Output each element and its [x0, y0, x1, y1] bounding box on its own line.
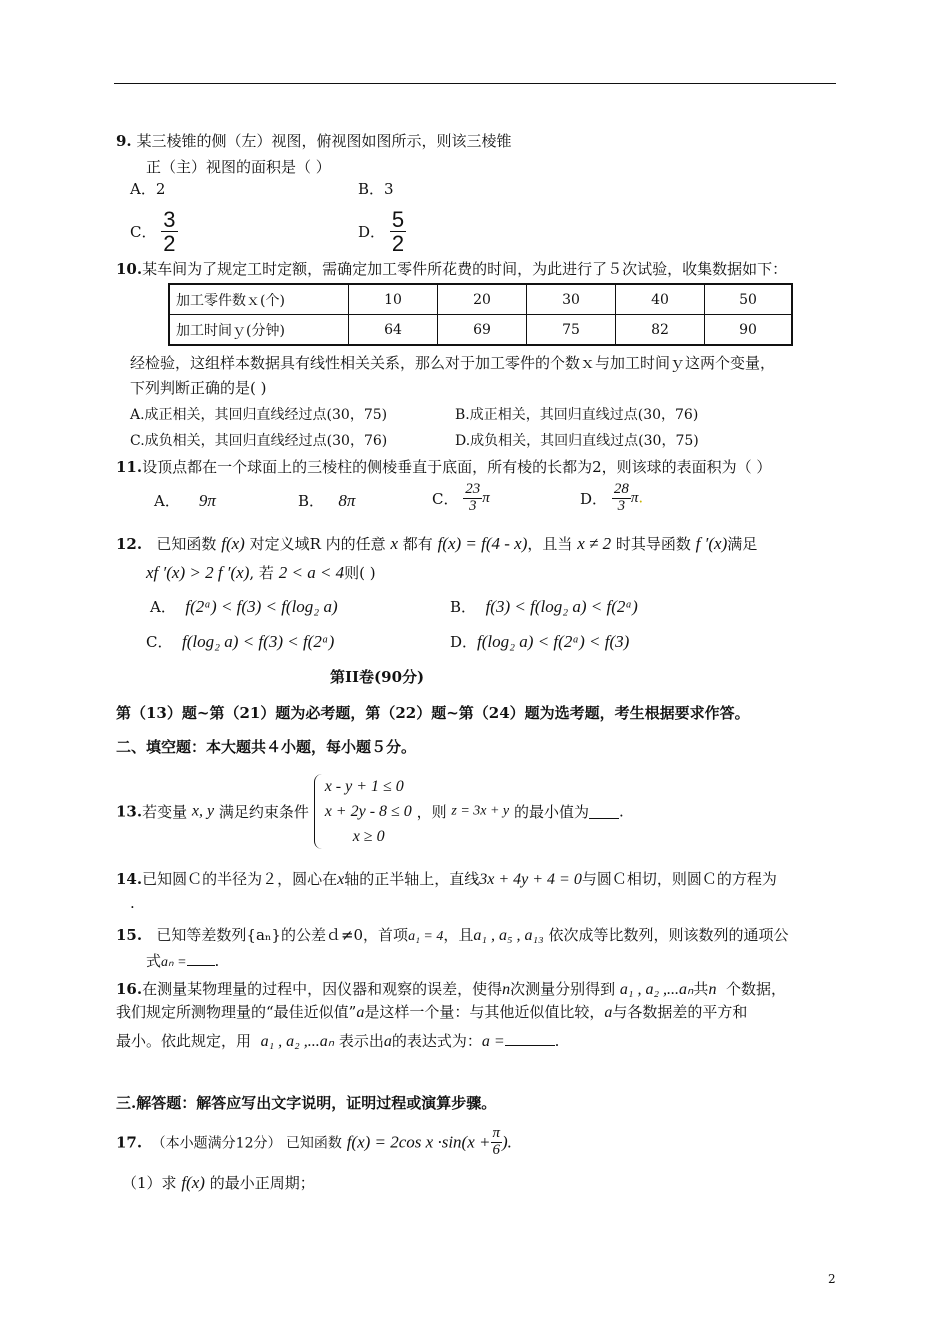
q14-number: 14.: [116, 870, 143, 888]
section3-heading: 三.解答题：解答应写出文字说明，证明过程或演算步骤。: [116, 1094, 497, 1112]
q15-line1: 15. 已知等差数列{aₙ}的公差ｄ≠0，首项a₁ = 4，且a₁ , a₅ , a₁₃ 依次成等比数列，则该数列的通项公: [116, 926, 789, 944]
q10-number: 10.: [116, 260, 143, 278]
q11-c-fraction: $\frac{23}{3}$: [465, 481, 481, 514]
q9-option-a: A．2: [130, 180, 166, 198]
table-cell: 20: [438, 284, 527, 315]
q15-number: 15.: [116, 926, 143, 944]
q9-line1: [116, 130, 511, 151]
table-row: [169, 315, 792, 346]
q16-number: 16.: [116, 980, 143, 998]
q16-answer-blank: [505, 1031, 555, 1046]
row-label: 加工零件数ｘ(个): [169, 284, 349, 315]
q12-option-b: B． f(3) < f(log₂ a) < f(2ᵃ): [450, 597, 638, 616]
q10-data-table: [168, 283, 793, 346]
q13-line: 13.若变量 x, y 满足约束条件 x - y + 1 ≤ 0 x + 2y - 8 ≤ 0 x ≥ 0 ，则 z = 3x + y 的最小值为 .: [116, 774, 624, 849]
q13-number: 13.: [116, 802, 143, 821]
q15-line2: 式aₙ = .: [146, 952, 220, 970]
header-rule: [114, 83, 836, 84]
q11-option-d: D． $\frac{28}{3}$ π.: [580, 481, 644, 514]
q11-number: 11.: [116, 458, 143, 476]
q10-option-b: B.成正相关，其回归直线过点(30，76): [455, 407, 699, 423]
table-cell: 50: [705, 284, 793, 315]
q12-option-d: D．f(log₂ a) < f(2ᵃ) < f(3): [450, 632, 630, 651]
q9-d-fraction: $\frac{5}{2}$: [391, 207, 405, 257]
table-cell: 40: [616, 284, 705, 315]
q12-number: 12.: [116, 535, 143, 553]
q13-answer-blank: [589, 804, 619, 819]
part2-title: 第II卷(90分): [330, 668, 425, 686]
q11-option-a: A． 9π: [154, 491, 216, 510]
table-cell: 64: [349, 315, 438, 346]
table-cell: 82: [616, 315, 705, 346]
q10-option-a: A.成正相关，其回归直线经过点(30，75): [130, 407, 388, 423]
q9-number: 9.: [116, 132, 132, 150]
q17-sub1: （1）求 f(x) 的最小正周期；: [122, 1173, 315, 1192]
q12-line2: xf ′(x) > 2 f ′(x), 若 2 < a < 4则( ): [146, 563, 376, 582]
table-cell: 90: [705, 315, 793, 346]
q17-pi-fraction: $\frac{\pi}{6}$: [492, 1125, 501, 1158]
q15-answer-blank: [187, 951, 215, 966]
q11-option-b: B． 8π: [298, 491, 356, 510]
q14-tail: .: [130, 894, 135, 912]
q12-option-c: C． f(log₂ a) < f(3) < f(2ᵃ): [146, 632, 335, 651]
table-cell: 69: [438, 315, 527, 346]
q10-after-2: 下列判断正确的是( ): [130, 379, 267, 397]
q9-stem-2: 正（主）视图的面积是（ ）: [146, 158, 331, 176]
row-label: 加工时间ｙ(分钟): [169, 315, 349, 346]
table-cell: 30: [527, 284, 616, 315]
q9-stem-1: 某三棱锥的侧（左）视图，俯视图如图所示，则该三棱锥: [136, 132, 512, 150]
part2-note: 第（13）题~第（21）题为必考题，第（22）题~第（24）题为选考题，考生根据要求作答。: [116, 704, 750, 722]
table-row: [169, 284, 792, 315]
q16-line2: 我们规定所测物理量的“最佳近似值”a是这样一个量：与其他近似值比较，a与各数据差的平方和: [116, 1003, 748, 1021]
q9-option-c: C． $\frac{3}{2}$: [130, 207, 176, 257]
q16-line3: 最小。依此规定，用 a₁ , a₂ ,...aₙ 表示出a的表达式为：a = .: [116, 1032, 560, 1050]
q17-number: 17.: [116, 1133, 143, 1152]
q9-option-d: D． $\frac{5}{2}$: [358, 207, 405, 257]
q10-after-1: 经检验，这组样本数据具有线性相关关系，那么对于加工零件的个数ｘ与加工时间ｙ这两个变量，: [130, 354, 776, 372]
q13-constraint-system: x - y + 1 ≤ 0 x + 2y - 8 ≤ 0 x ≥ 0: [314, 774, 412, 849]
page-number: 2: [828, 1272, 836, 1286]
q11-option-c: C． $\frac{23}{3}$ π: [432, 481, 490, 514]
q9-option-b: B．3: [358, 180, 394, 198]
q10-stem: 10.某车间为了规定工时定额，需确定加工零件所花费的时间，为此进行了５次试验，收集数据如下：: [116, 260, 788, 278]
q11-d-fraction: $\frac{28}{3}$: [613, 481, 629, 514]
q12-option-a: A． f(2ᵃ) < f(3) < f(log₂ a): [150, 597, 338, 616]
stray-dot: .: [638, 488, 644, 507]
q14-line: 14.已知圆Ｃ的半径为２，圆心在x轴的正半轴上，直线3x + 4y + 4 = 0与圆Ｃ相切，则圆Ｃ的方程为: [116, 870, 777, 888]
q10-option-d: D.成负相关，其回归直线过点(30，75): [455, 433, 699, 449]
table-cell: 10: [349, 284, 438, 315]
q12-line1: 12. 已知函数 f(x) 对定义域R 内的任意 x 都有 f(x) = f(4 - x)，且当 x ≠ 2 时其导函数 f ′(x)满足: [116, 534, 758, 553]
table-cell: 75: [527, 315, 616, 346]
q11-stem: 11.设顶点都在一个球面上的三棱柱的侧棱垂直于底面，所有棱的长都为2，则该球的表面积为（ ）: [116, 458, 772, 476]
q16-line1: 16.在测量某物理量的过程中，因仪器和观察的误差，使得n次测量分别得到 a₁ , a₂ ,...aₙ共n 个数据，: [116, 980, 786, 998]
q9-c-fraction: $\frac{3}{2}$: [163, 207, 176, 257]
section2-heading: 二、填空题：本大题共４小题，每小题５分。: [116, 738, 417, 756]
q17-line: 17. （本小题满分12分） 已知函数 f(x) = 2cos x ·sin(x + $\frac{\pi}{6}$ ).: [116, 1125, 512, 1158]
q10-option-c: C.成负相关，其回归直线经过点(30，76): [130, 433, 388, 449]
